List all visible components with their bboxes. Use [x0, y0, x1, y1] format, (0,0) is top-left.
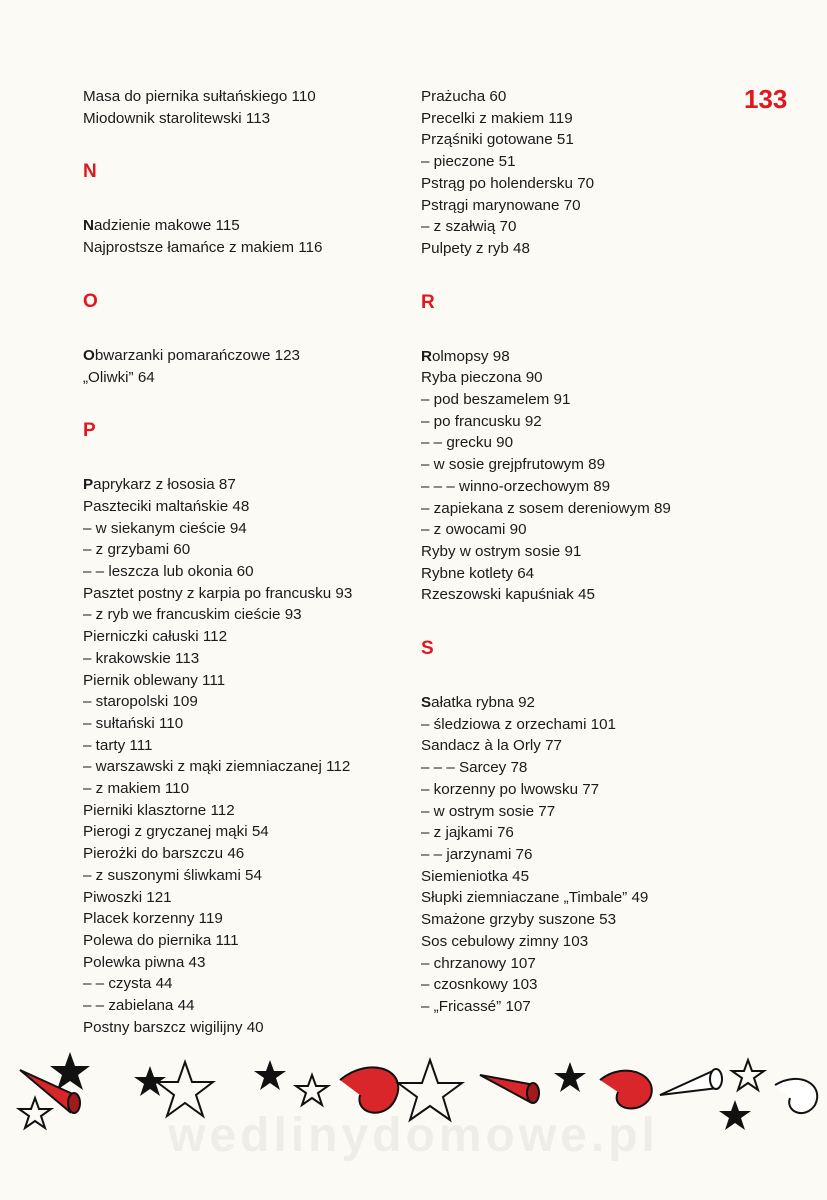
index-entry: – w ostrym sosie 77 — [421, 802, 556, 820]
index-entry: Pstrągi marynowane 70 — [421, 196, 581, 214]
index-entry: – śledziowa z orzechami 101 — [421, 715, 617, 733]
star-outline-icon — [732, 1060, 764, 1090]
index-entry: – zapiekana z sosem dereniowym 89 — [421, 499, 671, 517]
index-entry: – z grzybami 60 — [83, 541, 191, 559]
index-entry: Placek korzenny 119 — [83, 910, 223, 928]
entry-initial: P — [83, 476, 94, 494]
star-outline-icon — [296, 1075, 328, 1105]
index-entry: – – zabielana 44 — [83, 997, 195, 1015]
index-entry: – po francusku 92 — [421, 412, 542, 430]
index-entry: – warszawski z mąki ziemniaczanej 112 — [83, 758, 351, 776]
streamer-icon — [600, 1071, 652, 1109]
index-entry: – w siekanym cieście 94 — [83, 519, 247, 537]
party-horn-icon — [480, 1075, 539, 1103]
index-entry: Masa do piernika sułtańskiego 110 — [83, 88, 316, 105]
index-entry: – z ryb we francuskim cieście 93 — [83, 606, 302, 624]
index-entry: Pierniczki całuski 112 — [83, 628, 228, 646]
section-letter-n: N — [83, 161, 97, 183]
streamer-icon — [340, 1067, 398, 1112]
index-entry — [83, 215, 413, 237]
index-entry: Ryby w ostrym sosie 91 — [421, 542, 582, 560]
index-entry: Rybne kotlety 64 — [421, 564, 535, 582]
entry-initial: R — [421, 347, 432, 365]
index-entry: – sułtański 110 — [83, 714, 184, 732]
index-entry: Smażone grzyby suszone 53 — [421, 911, 617, 929]
index-entry — [83, 474, 413, 496]
index-entry — [421, 692, 751, 714]
index-entry: Postny barszcz wigilijny 40 — [83, 1018, 264, 1036]
index-entry: – korzenny po lwowsku 77 — [421, 780, 600, 798]
star-icon — [554, 1062, 586, 1092]
star-icon — [50, 1052, 90, 1090]
index-entry: – tarty 111 — [83, 736, 153, 754]
index-entry: – z owocami 90 — [421, 521, 527, 539]
index-entry: – – jarzynami 76 — [421, 845, 533, 863]
index-entry: Sandacz à la Orly 77 — [421, 737, 562, 755]
index-entry: – – grecku 90 — [421, 434, 514, 452]
index-entry: Piwoszki 121 — [83, 888, 172, 906]
index-entry: Prażucha 60 — [421, 88, 507, 105]
index-entry — [421, 346, 751, 368]
index-entry: – – – Sarcey 78 — [421, 759, 528, 777]
index-entry: – staropolski 109 — [83, 693, 198, 711]
index-column-left — [83, 86, 413, 1039]
entry-text: adzienie makowe 115 — [93, 217, 240, 235]
section-letter-p: P — [83, 420, 96, 442]
index-entry: Pierogi z gryczanej mąki 54 — [83, 823, 269, 841]
index-entry: – „Fricassé” 107 — [421, 997, 531, 1015]
index-entry: Słupki ziemniaczane „Timbale” 49 — [421, 889, 649, 907]
index-entry: – z szałwią 70 — [421, 218, 517, 236]
index-entry: – w sosie grejpfrutowym 89 — [421, 456, 606, 474]
index-entry: Rzeszowski kapuśniak 45 — [421, 586, 595, 604]
index-entry: Paszteciki maltańskie 48 — [83, 497, 250, 515]
index-entry: Pierniki klasztorne 112 — [83, 801, 235, 819]
index-entry: Prząśniki gotowane 51 — [421, 131, 574, 149]
index-entry: – pod beszamelem 91 — [421, 391, 571, 409]
index-entry: – z suszonymi śliwkami 54 — [83, 866, 262, 884]
star-icon — [254, 1060, 286, 1090]
entry-initial: O — [83, 346, 95, 364]
index-entry: – – – winno-orzechowym 89 — [421, 477, 611, 495]
index-entry: Sos cebulowy zimny 103 — [421, 932, 589, 950]
index-entry: Pulpety z ryb 48 — [421, 239, 530, 257]
index-entry: Polewa do piernika 111 — [83, 931, 239, 949]
index-entry: Polewka piwna 43 — [83, 953, 206, 971]
index-entry: Ryba pieczona 90 — [421, 369, 543, 387]
index-entry: – krakowskie 113 — [83, 649, 200, 667]
index-entry: Pasztet postny z karpia po francusku 93 — [83, 584, 353, 602]
entry-initial: S — [421, 694, 432, 712]
index-entry — [83, 345, 413, 367]
index-entry: – pieczone 51 — [421, 153, 516, 171]
section-letter-o: O — [83, 290, 98, 312]
index-entry: Siemieniotka 45 — [421, 867, 530, 885]
entry-text: bwarzanki pomarańczowe 123 — [94, 346, 300, 364]
entry-text: ałatka rybna 92 — [431, 694, 535, 712]
index-entry: – czosnkowy 103 — [421, 976, 538, 994]
index-entry: Miodownik starolitewski 113 — [83, 109, 271, 127]
index-entry: Najprostsze łamańce z makiem 116 — [83, 239, 323, 257]
index-entry: Precelki z makiem 119 — [421, 109, 573, 127]
index-entry: – – czysta 44 — [83, 975, 173, 993]
section-letter-s: S — [421, 638, 434, 660]
index-entry: – z makiem 110 — [83, 780, 190, 798]
party-horn-icon — [660, 1069, 722, 1095]
index-entry: – z jajkami 76 — [421, 824, 514, 842]
watermark: wedlinydomowe.pl — [168, 1109, 659, 1162]
entry-text: aprykarz z łososia 87 — [93, 476, 236, 494]
index-entry: – chrzanowy 107 — [421, 954, 536, 972]
index-entry: – – leszcza lub okonia 60 — [83, 563, 254, 581]
entry-text: olmopsy 98 — [431, 347, 510, 365]
page-number: 133 — [744, 84, 788, 114]
index-entry: Pierożki do barszczu 46 — [83, 845, 245, 863]
entry-initial: N — [83, 217, 94, 235]
index-entry: „Oliwki” 64 — [83, 368, 155, 386]
index-entry: Piernik oblewany 111 — [83, 671, 226, 689]
index-entry: Pstrąg po holendersku 70 — [421, 174, 595, 192]
index-column-right — [421, 86, 751, 1018]
section-letter-r: R — [421, 291, 435, 313]
